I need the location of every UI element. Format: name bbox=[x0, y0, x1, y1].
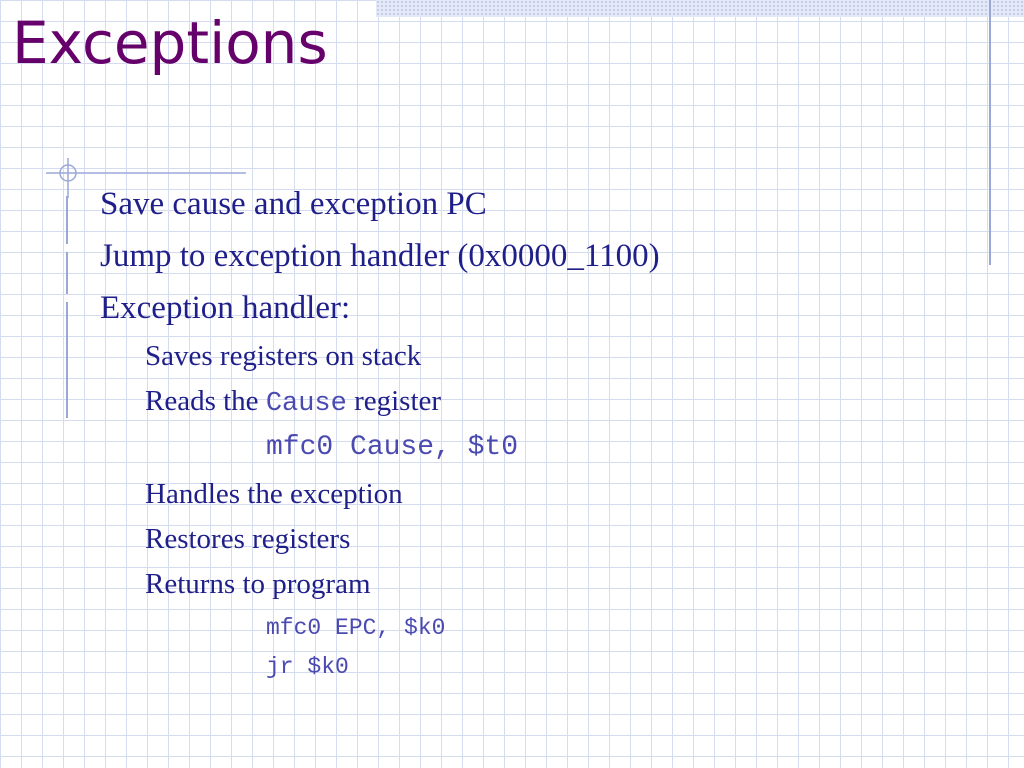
step-handles-exception: Handles the exception bbox=[145, 478, 403, 510]
step-restores-registers: Restores registers bbox=[145, 523, 351, 555]
slide-title: Exceptions bbox=[12, 9, 328, 77]
header-band bbox=[376, 0, 1024, 17]
accent-bar bbox=[66, 196, 68, 244]
code-jr-k0: jr $k0 bbox=[266, 654, 349, 680]
code-mfc0-epc: mfc0 EPC, $k0 bbox=[266, 615, 446, 641]
accent-bar bbox=[66, 302, 68, 418]
accent-bar bbox=[66, 252, 68, 294]
step-reads-cause bbox=[100, 379, 980, 424]
cause-register-code: Cause bbox=[265, 389, 347, 419]
step-reads-prefix: Reads the bbox=[145, 385, 266, 417]
slide-body bbox=[100, 178, 980, 687]
bullet-save-cause: Save cause and exception PC bbox=[100, 186, 487, 222]
step-reads-suffix: register bbox=[346, 385, 442, 417]
step-returns-program: Returns to program bbox=[145, 568, 371, 600]
left-accent-bars bbox=[66, 196, 70, 418]
right-accent-rule bbox=[989, 0, 991, 265]
code-mfc0-cause: mfc0 Cause, $t0 bbox=[266, 432, 519, 463]
step-saves-registers: Saves registers on stack bbox=[145, 340, 422, 372]
bullet-jump-handler: Jump to exception handler (0x0000_1100) bbox=[100, 238, 660, 274]
bullet-exception-handler: Exception handler: bbox=[100, 290, 351, 326]
